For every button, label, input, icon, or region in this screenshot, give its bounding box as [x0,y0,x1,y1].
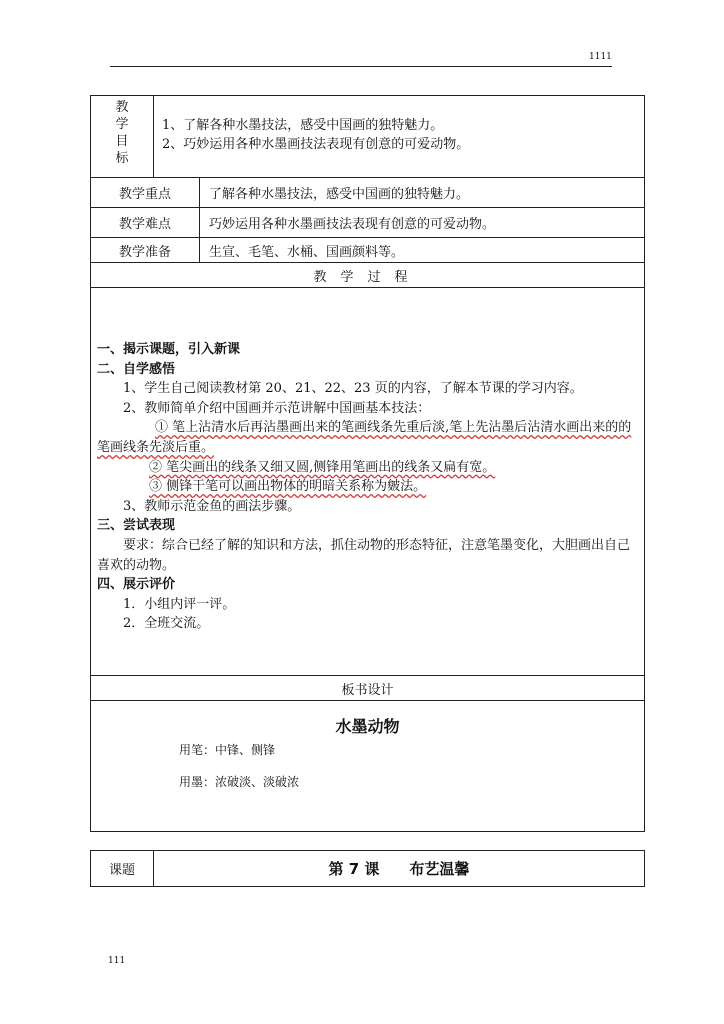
header-page-number: 1111 [589,52,612,62]
goals-label [91,96,153,177]
difficulties-row [91,208,644,238]
process-line: 2、教师简单介绍中国画并示范讲解中国画基本技法： [123,400,431,416]
process-content [91,288,644,676]
goals-label-char: 目 [115,134,129,149]
goals-label-char: 标 [115,151,129,166]
lesson-label: 课题 [108,863,135,878]
header-rule [110,66,612,67]
section-heading: 四、展示评价 [97,577,176,593]
technique-item: ③ 侧锋干笔可以画出物体的明暗关系称为皴法。 [149,479,427,495]
lesson-plan-table [90,95,645,832]
footer-page-number: 111 [108,956,126,966]
section-heading: 二、自学感悟 [97,361,176,377]
lesson-title-table [90,850,645,887]
goal-item: 1、了解各种水墨技法，感受中国画的独特魅力。 [162,118,444,133]
board-design-content [91,701,644,832]
key-points-row [91,178,644,208]
process-line: 2．全班交流。 [123,616,210,632]
lesson-title: 第 7 课 布艺温馨 [328,860,470,878]
section-heading: 三、尝试表现 [97,518,176,534]
key-points-value: 了解各种水墨技法，感受中国画的独特魅力。 [209,187,470,202]
board-line: 用笔：中锋、侧锋 [179,743,276,757]
goal-item: 2、巧妙运用各种水墨画技法表现有创意的可爱动物。 [162,137,470,152]
difficulties-value: 巧妙运用各种水墨画技法表现有创意的可爱动物。 [209,217,496,232]
technique-item: ① 笔上沾清水后再沾墨画出来的笔画线条先重后淡,笔上先沾墨后沾清水画出来的的笔画线条先淡后重。 [97,420,632,455]
preparation-label: 教学准备 [118,244,171,260]
goals-content [154,96,644,177]
goals-row [91,96,644,178]
difficulties-label: 教学难点 [118,217,171,232]
process-line: 要求：综合已经了解的知识和方法，抓住动物的形态特征，注意笔墨变化，大胆画出自己喜欢的动物。 [97,537,631,573]
section-heading: 一、揭示课题，引入新课 [97,342,241,357]
process-title: 教学过程 [91,263,644,288]
goals-label-char: 教 [115,100,129,115]
key-points-label: 教学重点 [118,187,171,202]
technique-item: ② 笔尖画出的线条又细又圆,侧锋用笔画出的线条又扁有宽。 [149,459,496,475]
process-line: 3、教师示范金鱼的画法步骤。 [123,498,301,514]
board-line: 用墨：浓破淡、淡破浓 [179,775,300,789]
preparation-value: 生宣、毛笔、水桶、国画颜料等。 [209,244,405,260]
preparation-row [91,238,644,263]
board-title: 水墨动物 [335,717,400,736]
board-design-label: 板书设计 [91,676,644,701]
lesson-row [91,851,644,886]
goals-label-char: 学 [115,117,129,132]
process-line: 1、学生自己阅读教材第 20、21、22、23 页的内容，了解本节课的学习内容。 [123,381,583,397]
process-line: 1．小组内评一评。 [123,596,236,612]
